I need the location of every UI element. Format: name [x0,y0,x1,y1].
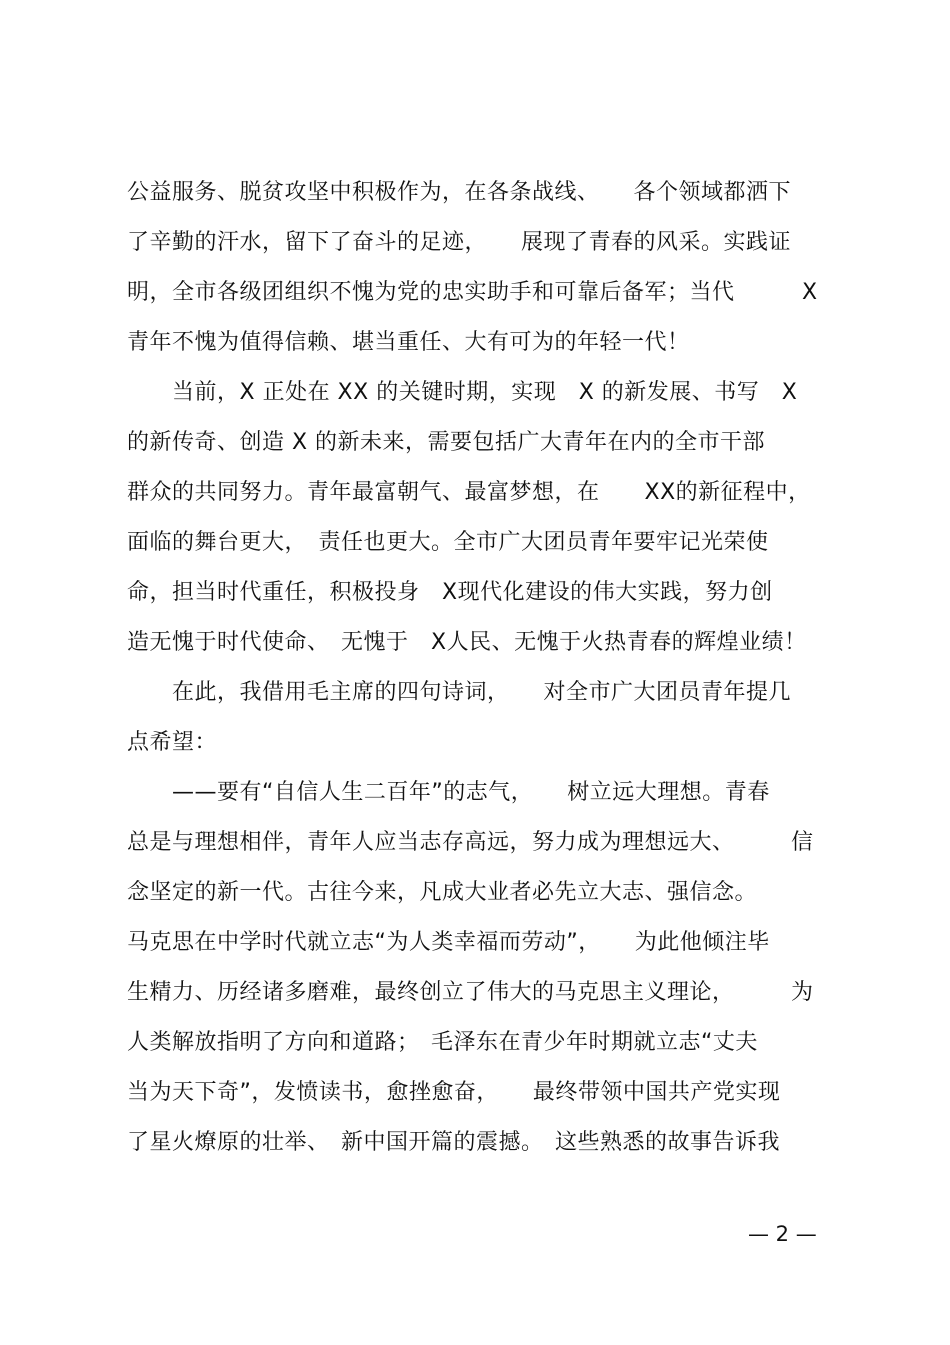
text-line: 群众的共同努力。青年最富朝气、最富梦想，在 XX的新征程中， [127,480,811,505]
text-line: 青年不愧为值得信赖、堪当重任、大有可为的年轻一代！ [127,330,690,355]
text-line: 造无愧于时代使命、 无愧于 X人民、无愧于火热青春的辉煌业绩！ [127,630,807,655]
text-line: 明，全市各级团组织不愧为党的忠实助手和可靠后备军；当代 X [127,280,818,305]
text-line: 点希望： [127,730,218,755]
text-line: 总是与理想相伴，青年人应当志存高远，努力成为理想远大、 信 [127,830,814,855]
text-line: 的新传奇、创造 X 的新未来，需要包括广大青年在内的全市干部 [127,430,766,455]
text-line: 了辛勤的汗水，留下了奋斗的足迹， 展现了青春的风采。实践证 [127,230,792,255]
text-line: 人类解放指明了方向和道路； 毛泽东在青少年时期就立志“丈夫 [127,1030,758,1055]
page-number: — 2 — [748,1222,817,1246]
text-line: 当为天下奇”，发愤读书，愈挫愈奋， 最终带领中国共产党实现 [127,1080,781,1105]
text-line: 了星火燎原的壮举、 新中国开篇的震撼。 这些熟悉的故事告诉我 [127,1130,781,1155]
text-line: 当前，X 正处在 XX 的关键时期，实现 X 的新发展、书写 X [127,380,798,405]
text-line: 面临的舞台更大， 责任也更大。全市广大团员青年要牢记光荣使 [127,530,769,555]
text-line: 念坚定的新一代。古往今来，凡成大业者必先立大志、强信念。 [127,880,758,905]
text-line: 马克思在中学时代就立志“为人类幸福而劳动”， 为此他倾注毕 [127,930,770,955]
text-line: 生精力、历经诸多磨难，最终创立了伟大的马克思主义理论， 为 [127,980,814,1005]
text-line: 在此，我借用毛主席的四句诗词， 对全市广大团员青年提几 [127,680,792,705]
text-line: ——要有“自信人生二百年”的志气， 树立远大理想。青春 [127,780,770,805]
text-line: 命，担当时代重任，积极投身 X现代化建设的伟大实践，努力创 [127,580,773,605]
text-line: 公益服务、脱贫攻坚中积极作为，在各条战线、 各个领域都洒下 [127,180,792,205]
